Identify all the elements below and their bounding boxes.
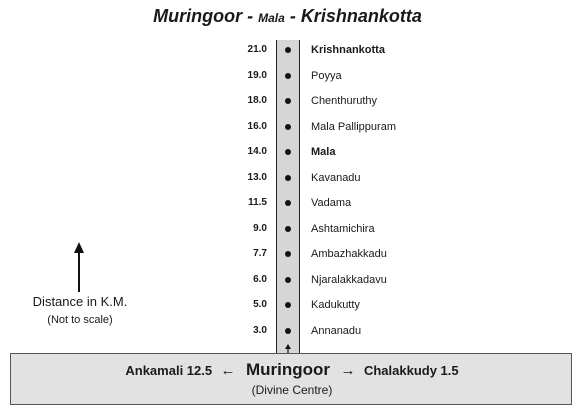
- left-destination: Ankamali 12.5: [125, 363, 213, 378]
- stop-name: Chenthuruthy: [311, 95, 378, 107]
- title-via: Mala: [258, 11, 285, 25]
- stop-distance: 13.0: [247, 171, 267, 183]
- stop-distance: 14.0: [247, 146, 267, 157]
- title-separator: -: [242, 6, 259, 26]
- up-arrow-icon: [71, 242, 87, 292]
- title-start: Muringoor: [153, 6, 243, 26]
- stop-dot-icon: [285, 124, 291, 130]
- stop-dot-icon: [285, 226, 291, 232]
- stop-distance: 21.0: [247, 44, 267, 55]
- stop-item: [0, 66, 575, 86]
- stop-item: [0, 168, 575, 188]
- stop-distance: 19.0: [247, 69, 267, 81]
- stop-name: Mala Pallippuram: [311, 120, 396, 133]
- stop-dot-icon: [285, 277, 291, 283]
- stop-dot-icon: [285, 328, 291, 334]
- stop-name: Ashtamichira: [311, 222, 375, 235]
- right-arrow-icon: →: [340, 362, 356, 379]
- right-destination: Chalakkudy 1.5: [363, 363, 459, 378]
- legend-label: Distance in K.M.: [32, 294, 128, 309]
- origin-box: [10, 353, 572, 405]
- stop-name: Njaralakkadavu: [311, 273, 387, 286]
- stop-item: [0, 40, 575, 60]
- origin-name: Muringoor: [246, 360, 331, 379]
- title-end: Krishnankotta: [300, 6, 422, 26]
- stop-dot-icon: [285, 175, 291, 181]
- stop-dot-icon: [285, 200, 291, 206]
- stop-name: Kadukutty: [311, 299, 360, 311]
- stop-dot-icon: [285, 98, 291, 104]
- stop-distance: 7.7: [253, 248, 267, 259]
- stop-name: Ambazhakkadu: [311, 248, 387, 260]
- stop-item: [0, 219, 575, 239]
- stop-name: Vadama: [311, 197, 352, 209]
- stop-distance: 16.0: [247, 120, 267, 132]
- stop-distance: 5.0: [253, 299, 267, 310]
- stop-distance: 3.0: [253, 324, 267, 336]
- stop-name: Poyya: [311, 69, 342, 82]
- stop-dot-icon: [285, 73, 291, 79]
- stop-name: Mala: [311, 146, 336, 158]
- stop-item: [0, 193, 575, 213]
- stop-distance: 11.5: [248, 197, 267, 208]
- origin-subtitle: (Divine Centre): [251, 383, 333, 397]
- stop-dot-icon: [285, 302, 291, 308]
- stop-item: [0, 91, 575, 111]
- stop-item: [0, 117, 575, 137]
- stop-dot-icon: [285, 251, 291, 257]
- stop-name: Krishnankotta: [311, 44, 385, 56]
- stop-name: Annanadu: [311, 324, 362, 337]
- stop-dot-icon: [285, 149, 291, 155]
- legend-note: (Not to scale): [47, 314, 113, 326]
- stop-distance: 9.0: [253, 222, 267, 234]
- origin-row: [11, 359, 573, 382]
- stop-dot-icon: [285, 47, 291, 53]
- stop-distance: 18.0: [247, 95, 267, 106]
- title-separator: -: [284, 6, 301, 26]
- stop-distance: 6.0: [253, 273, 267, 285]
- left-arrow-icon: ←: [220, 362, 236, 379]
- stop-name: Kavanadu: [311, 171, 361, 184]
- stop-item: [0, 142, 575, 162]
